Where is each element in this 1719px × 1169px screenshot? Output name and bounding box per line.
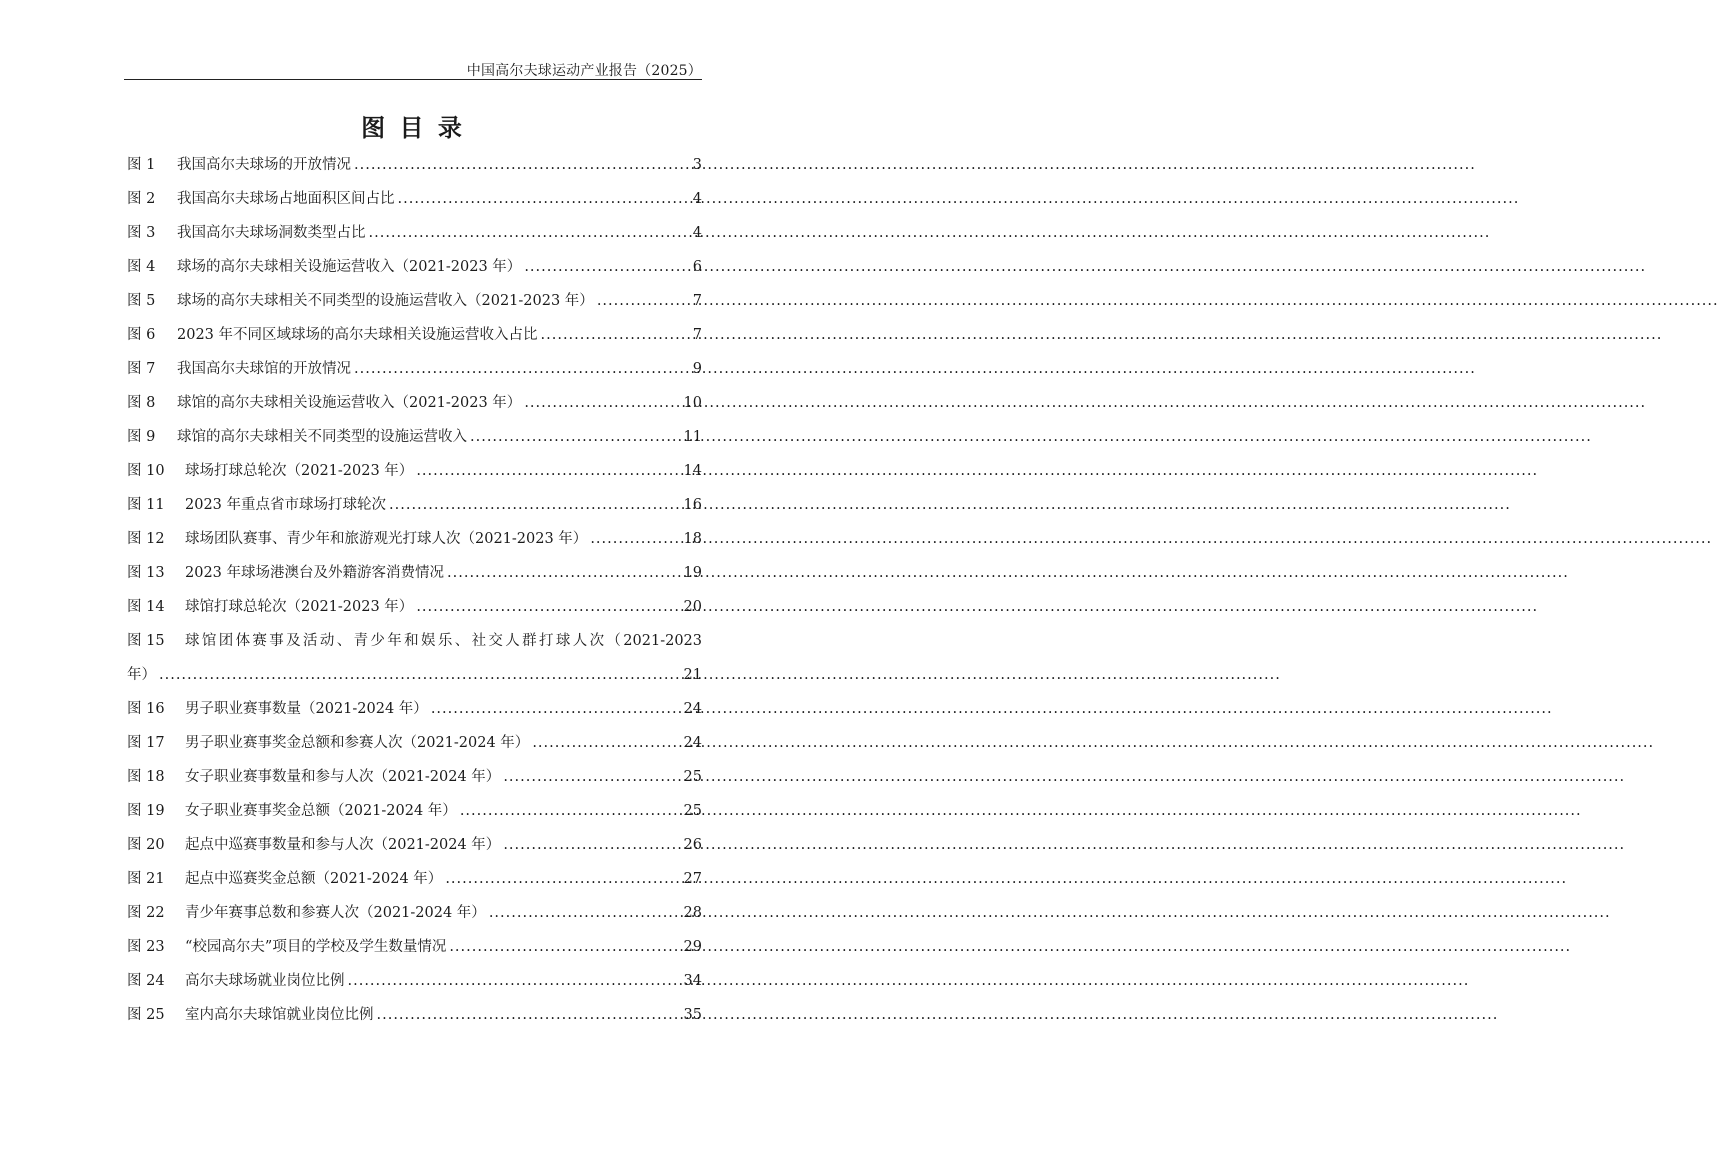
figure-label: 图 7	[127, 361, 156, 377]
toc-entry[interactable]	[127, 998, 702, 1032]
page-number: 4	[692, 225, 702, 241]
figure-label: 图 4	[127, 259, 156, 275]
page-number: 19	[683, 565, 702, 581]
toc-entry[interactable]	[127, 420, 702, 454]
page-number: 26	[683, 837, 702, 853]
figure-label: 图 16	[127, 701, 165, 717]
toc-entry[interactable]	[127, 760, 702, 794]
page-number: 9	[692, 361, 702, 377]
running-header: 中国高尔夫球运动产业报告（2025）	[466, 63, 702, 79]
toc-entry[interactable]	[127, 794, 702, 828]
toc-entry[interactable]	[127, 692, 702, 726]
dot-leader	[159, 658, 681, 692]
figure-title: 球馆打球总轮次（2021-2023 年）	[185, 599, 414, 615]
figure-title: 我国高尔夫球场洞数类型占比	[177, 225, 366, 241]
figure-title: 我国高尔夫球场的开放情况	[177, 157, 351, 173]
figure-title: 男子职业赛事数量（2021-2024 年）	[185, 701, 428, 717]
toc-entry-continuation[interactable]	[127, 658, 702, 692]
figure-title: 女子职业赛事奖金总额（2021-2024 年）	[185, 803, 457, 819]
dot-leader	[416, 590, 680, 624]
toc-entry[interactable]	[127, 454, 702, 488]
toc-entry[interactable]	[127, 352, 702, 386]
figure-title: 球场团队赛事、青少年和旅游观光打球人次（2021-2023 年）	[185, 531, 588, 547]
figure-title: 2023 年球场港澳台及外籍游客消费情况	[185, 565, 445, 581]
dot-leader	[377, 998, 681, 1032]
page-number: 21	[683, 667, 702, 683]
figure-title: 球馆团体赛事及活动、青少年和娱乐、社交人群打球人次（2021-2023	[185, 633, 702, 649]
figure-label: 图 13	[127, 565, 165, 581]
dot-leader	[354, 352, 690, 386]
toc-entry[interactable]	[127, 148, 702, 182]
page-number: 28	[683, 905, 702, 921]
figure-label: 图 3	[127, 225, 156, 241]
figure-title: 男子职业赛事奖金总额和参赛人次（2021-2024 年）	[185, 735, 530, 751]
figure-title: 室内高尔夫球馆就业岗位比例	[185, 1007, 374, 1023]
page-number: 11	[683, 429, 702, 445]
page-number: 27	[683, 871, 702, 887]
toc-entry[interactable]	[127, 896, 702, 930]
figure-label: 图 9	[127, 429, 156, 445]
dot-leader	[369, 216, 690, 250]
toc-entry[interactable]	[127, 624, 702, 658]
toc-entry[interactable]	[127, 250, 702, 284]
toc-entry[interactable]	[127, 828, 702, 862]
page-number: 7	[692, 293, 702, 309]
figure-label: 图 23	[127, 939, 165, 955]
toc-entry[interactable]	[127, 318, 702, 352]
toc-entry[interactable]	[127, 964, 702, 998]
figure-label: 图 5	[127, 293, 156, 309]
figure-label: 图 15	[127, 633, 165, 649]
figure-title: 我国高尔夫球馆的开放情况	[177, 361, 351, 377]
dot-leader	[398, 182, 690, 216]
header-rule	[124, 79, 702, 80]
page-number: 35	[683, 1007, 702, 1023]
figure-label: 图 10	[127, 463, 165, 479]
figure-label: 图 14	[127, 599, 165, 615]
figure-label: 图 12	[127, 531, 165, 547]
dot-leader	[348, 964, 681, 998]
dot-leader	[590, 522, 680, 556]
figure-title: 女子职业赛事数量和参与人次（2021-2024 年）	[185, 769, 501, 785]
page-number: 20	[683, 599, 702, 615]
page-number: 7	[692, 327, 702, 343]
figure-label: 图 20	[127, 837, 165, 853]
figure-label: 图 22	[127, 905, 165, 921]
page-number: 16	[683, 497, 702, 513]
figure-title: 起点中巡赛奖金总额（2021-2024 年）	[185, 871, 443, 887]
toc-entry[interactable]	[127, 930, 702, 964]
toc-entry[interactable]	[127, 726, 702, 760]
dot-leader	[532, 726, 680, 760]
page-number: 34	[683, 973, 702, 989]
page-number: 25	[683, 769, 702, 785]
toc-entry[interactable]	[127, 182, 702, 216]
page-number: 29	[683, 939, 702, 955]
dot-leader	[489, 896, 681, 930]
figure-list	[127, 148, 702, 1032]
figure-label: 图 21	[127, 871, 165, 887]
page-number: 14	[683, 463, 702, 479]
page-title: 图 目 录	[361, 113, 465, 142]
figure-label: 图 6	[127, 327, 156, 343]
dot-leader	[503, 828, 680, 862]
dot-leader	[503, 760, 680, 794]
dot-leader	[597, 284, 690, 318]
page-number: 24	[683, 735, 702, 751]
figure-title: 高尔夫球场就业岗位比例	[185, 973, 345, 989]
dot-leader	[460, 794, 681, 828]
figure-title: 球场的高尔夫球相关不同类型的设施运营收入（2021-2023 年）	[177, 293, 594, 309]
toc-entry[interactable]	[127, 386, 702, 420]
figure-title: 球场的高尔夫球相关设施运营收入（2021-2023 年）	[177, 259, 522, 275]
toc-entry[interactable]	[127, 590, 702, 624]
figure-title: 球馆的高尔夫球相关设施运营收入（2021-2023 年）	[177, 395, 522, 411]
toc-entry[interactable]	[127, 488, 702, 522]
toc-entry[interactable]	[127, 216, 702, 250]
figure-title: 球馆的高尔夫球相关不同类型的设施运营收入	[177, 429, 467, 445]
dot-leader	[389, 488, 681, 522]
figure-title: 球场打球总轮次（2021-2023 年）	[185, 463, 414, 479]
figure-title: 2023 年不同区域球场的高尔夫球相关设施运营收入占比	[177, 327, 538, 343]
dot-leader	[524, 386, 680, 420]
dot-leader	[524, 250, 689, 284]
dot-leader	[416, 454, 680, 488]
dot-leader	[449, 930, 680, 964]
toc-entry[interactable]	[127, 556, 702, 590]
figure-title: 2023 年重点省市球场打球轮次	[185, 497, 387, 513]
figure-title: “校园高尔夫”项目的学校及学生数量情况	[185, 939, 447, 955]
figure-title: 青少年赛事总数和参赛人次（2021-2024 年）	[185, 905, 486, 921]
toc-entry[interactable]	[127, 862, 702, 896]
figure-label: 图 17	[127, 735, 165, 751]
dot-leader	[445, 862, 680, 896]
figure-label: 图 1	[127, 157, 156, 173]
figure-label: 图 2	[127, 191, 156, 207]
dot-leader	[470, 420, 681, 454]
figure-title: 起点中巡赛事数量和参与人次（2021-2024 年）	[185, 837, 501, 853]
toc-entry[interactable]	[127, 284, 702, 318]
page-number: 24	[683, 701, 702, 717]
dot-leader	[354, 148, 690, 182]
figure-label: 图 8	[127, 395, 156, 411]
page-number: 25	[683, 803, 702, 819]
page-number: 10	[683, 395, 702, 411]
figure-label: 图 18	[127, 769, 165, 785]
page-number: 4	[692, 191, 702, 207]
figure-title-continuation: 年）	[127, 667, 156, 683]
dot-leader	[541, 318, 690, 352]
figure-label: 图 19	[127, 803, 165, 819]
figure-label: 图 25	[127, 1007, 165, 1023]
page-number: 18	[683, 531, 702, 547]
figure-label: 图 24	[127, 973, 165, 989]
toc-entry[interactable]	[127, 522, 702, 556]
page-number: 3	[692, 157, 702, 173]
page-number: 6	[692, 259, 702, 275]
figure-title: 我国高尔夫球场占地面积区间占比	[177, 191, 395, 207]
figure-label: 图 11	[127, 497, 165, 513]
dot-leader	[431, 692, 681, 726]
dot-leader	[447, 556, 681, 590]
